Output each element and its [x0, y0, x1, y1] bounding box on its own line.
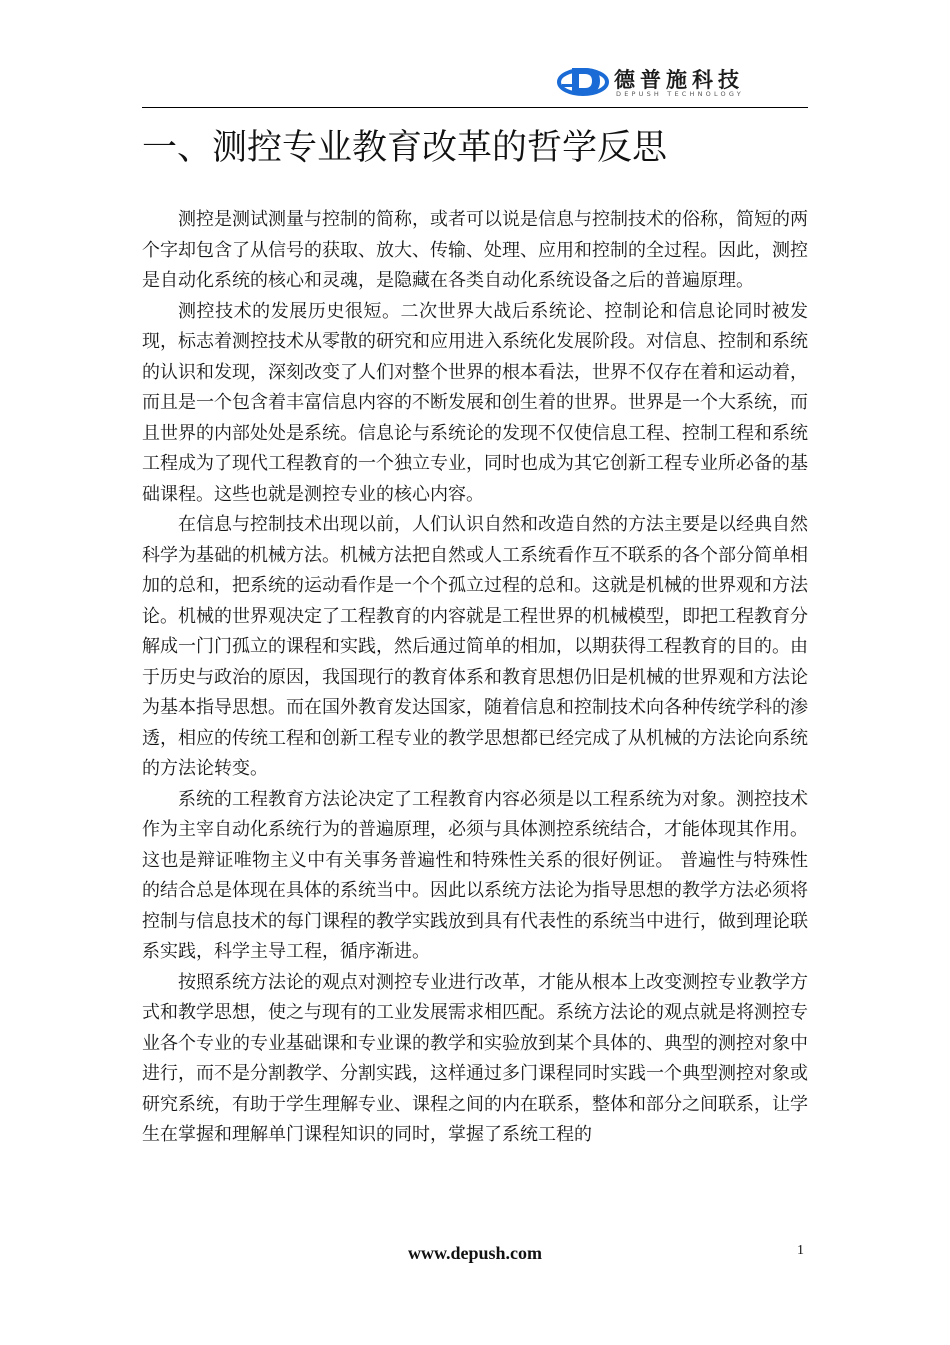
body-text	[142, 205, 808, 1151]
paragraph-2: 测控技术的发展历史很短。二次世界大战后系统论、控制论和信息论同时被发现，标志着测控技术从零散的研究和应用进入系统化发展阶段。对信息、控制和系统的认识和发现，深刻改变了人们对整个世界的根本看法，世界不仅存在着和运动着，而且是一个包含着丰富信息内容的不断发展和创生着的世界。世界是一个大系统，而且世界的内部处处是系统。信息论与系统论的发现不仅使信息工程、控制工程和系统工程成为了现代工程教育的一个独立专业，同时也成为其它创新工程专业所必备的基础课程。这些也就是测控专业的核心内容。	[142, 300, 808, 505]
paragraph-5: 按照系统方法论的观点对测控专业进行改革，才能从根本上改变测控专业教学方式和教学思想，使之与现有的工业发展需求相匹配。系统方法论的观点就是将测控专业各个专业的专业基础课和专业课的教学和实验放到某个具体的、典型的测控对象中进行，而不是分割教学、分割实践，这样通过多门课程同时实践一个典型测控对象或研究系统，有助于学生理解专业、课程之间的内在联系，整体和部分之间联系，让学生在掌握和理解单门课程知识的同时，掌握了系统工程的	[142, 971, 808, 1145]
page-number: 1	[797, 1243, 804, 1258]
logo-text: 德普施科技	[614, 68, 744, 92]
footer-url: www.depush.com	[407, 1243, 543, 1263]
paragraph-3: 在信息与控制技术出现以前，人们认识自然和改造自然的方法主要是以经典自然科学为基础的机械方法。机械方法把自然或人工系统看作互不联系的各个部分简单相加的总和，把系统的运动看作是一个个孤立过程的总和。这就是机械的世界观和方法论。机械的世界观决定了工程教育的内容就是工程世界的机械模型，即把工程教育分解成一门门孤立的课程和实践，然后通过简单的相加，以期获得工程教育的目的。由于历史与政治的原因，我国现行的教育体系和教育思想仍旧是机械的世界观和方法论为基本指导思想。而在国外教育发达国家，随着信息和控制技术向各种传统学科的渗透，相应的传统工程和创新工程专业的教学思想都已经完成了从机械的方法论向系统的方法论转变。	[142, 514, 808, 779]
logo-subtext: DEPUSH TECHNOLOGY	[616, 90, 744, 98]
paragraph-1: 测控是测试测量与控制的简称，或者可以说是信息与控制技术的俗称，简短的两个字却包含了从信号的获取、放大、传输、处理、应用和控制的全过程。因此，测控是自动化系统的核心和灵魂，是隐藏在各类自动化系统设备之后的普遍原理。	[142, 209, 808, 291]
section-title: 一、测控专业教育改革的哲学反思	[142, 128, 668, 168]
paragraph-4: 系统的工程教育方法论决定了工程教育内容必须是以工程系统为对象。测控技术作为主宰自动化系统行为的普遍原理，必须与具体测控系统结合，才能体现其作用。这也是辩证唯物主义中有关事务普遍性和特殊性关系的很好例证。 普遍性与特殊性的结合总是体现在具体的系统当中。因此以系统方法论为指导思想的教学方法必须将控制与信息技术的每门课程的教学实践放到具有代表性的系统当中进行，做到理论联系实践，科学主导工程，循序渐进。	[142, 788, 808, 962]
depush-d-logo-icon	[556, 60, 616, 102]
header-logo	[556, 60, 776, 102]
header-divider	[142, 107, 808, 108]
